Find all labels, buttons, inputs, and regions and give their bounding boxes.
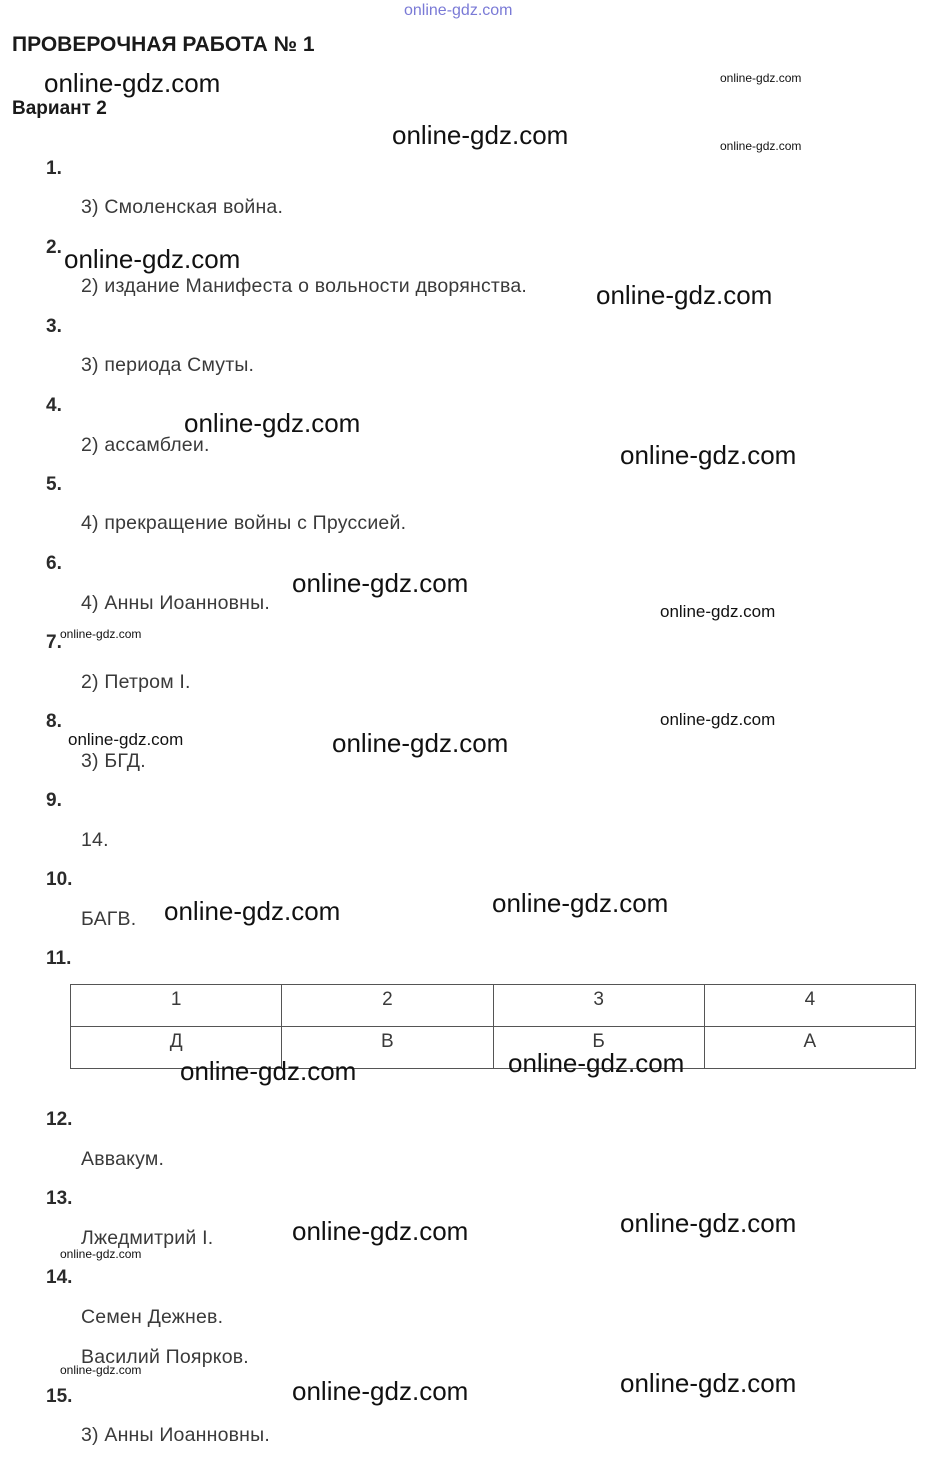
answer-14b: Василий Поярков. [81, 1346, 249, 1368]
watermark: online-gdz.com [184, 408, 361, 438]
answer-9: 14. [81, 829, 109, 851]
question-number-11: 11. [46, 948, 72, 969]
answer-5: 4) прекращение войны с Пруссией. [81, 512, 407, 534]
answer-6: 4) Анны Иоанновны. [81, 592, 270, 614]
answer-1: 3) Смоленская война. [81, 196, 284, 218]
table-cell: 3 [493, 985, 704, 1027]
answer-4: 2) ассамблеи. [81, 434, 210, 456]
question-number-3: 3. [46, 316, 62, 337]
answer-10: БАГВ. [81, 908, 137, 930]
matching-table-header-row [71, 985, 916, 1027]
table-cell: 1 [71, 985, 282, 1027]
watermark: online-gdz.com [620, 1208, 797, 1238]
answer-2: 2) издание Манифеста о вольности дворянства. [81, 275, 528, 297]
watermark: online-gdz.com [332, 728, 509, 758]
watermark: online-gdz.com [292, 1376, 469, 1406]
question-number-8: 8. [46, 711, 62, 732]
question-number-1: 1. [46, 158, 62, 179]
table-cell: 4 [704, 985, 915, 1027]
answer-8: 3) БГД. [81, 750, 146, 772]
site-watermark-top: online-gdz.com [404, 2, 513, 19]
answer-15: 3) Анны Иоанновны. [81, 1424, 270, 1446]
watermark: online-gdz.com [620, 1368, 797, 1398]
watermark: online-gdz.com [64, 244, 241, 274]
answer-7: 2) Петром I. [81, 671, 191, 693]
watermark: online-gdz.com [660, 710, 776, 729]
table-cell: 2 [282, 985, 493, 1027]
question-number-12: 12. [46, 1109, 73, 1130]
watermark: online-gdz.com [660, 602, 776, 621]
watermark: online-gdz.com [60, 1247, 142, 1261]
question-number-9: 9. [46, 790, 62, 811]
watermark: online-gdz.com [492, 888, 669, 918]
watermark: online-gdz.com [292, 1216, 469, 1246]
question-number-5: 5. [46, 474, 62, 495]
table-cell: Д [71, 1027, 282, 1069]
question-number-2: 2. [46, 237, 62, 258]
answer-3: 3) периода Смуты. [81, 354, 255, 376]
variant-heading: Вариант 2 [12, 98, 107, 119]
table-cell: А [704, 1027, 915, 1069]
watermark: online-gdz.com [292, 568, 469, 598]
question-number-15: 15. [46, 1386, 73, 1407]
watermark: online-gdz.com [720, 71, 802, 85]
watermark: online-gdz.com [68, 730, 184, 749]
table-cell: Б [493, 1027, 704, 1069]
watermark: online-gdz.com [60, 627, 142, 641]
table-cell: В [282, 1027, 493, 1069]
watermark: online-gdz.com [720, 139, 802, 153]
page-title: ПРОВЕРОЧНАЯ РАБОТА № 1 [12, 33, 315, 56]
question-number-13: 13. [46, 1188, 73, 1209]
watermark: online-gdz.com [508, 1048, 685, 1078]
watermark: online-gdz.com [180, 1056, 357, 1086]
question-number-4: 4. [46, 395, 62, 416]
watermark: online-gdz.com [392, 120, 569, 150]
watermark: online-gdz.com [60, 1363, 142, 1377]
watermark: online-gdz.com [164, 896, 341, 926]
question-number-6: 6. [46, 553, 62, 574]
answer-14a: Семен Дежнев. [81, 1306, 224, 1328]
watermark: online-gdz.com [620, 440, 797, 470]
question-number-14: 14. [46, 1267, 73, 1288]
answer-13: Лжедмитрий I. [81, 1227, 214, 1249]
question-number-10: 10. [46, 869, 73, 890]
question-number-7: 7. [46, 632, 62, 653]
watermark: online-gdz.com [44, 68, 221, 98]
watermark: online-gdz.com [596, 280, 773, 310]
answer-12: Аввакум. [81, 1148, 165, 1170]
